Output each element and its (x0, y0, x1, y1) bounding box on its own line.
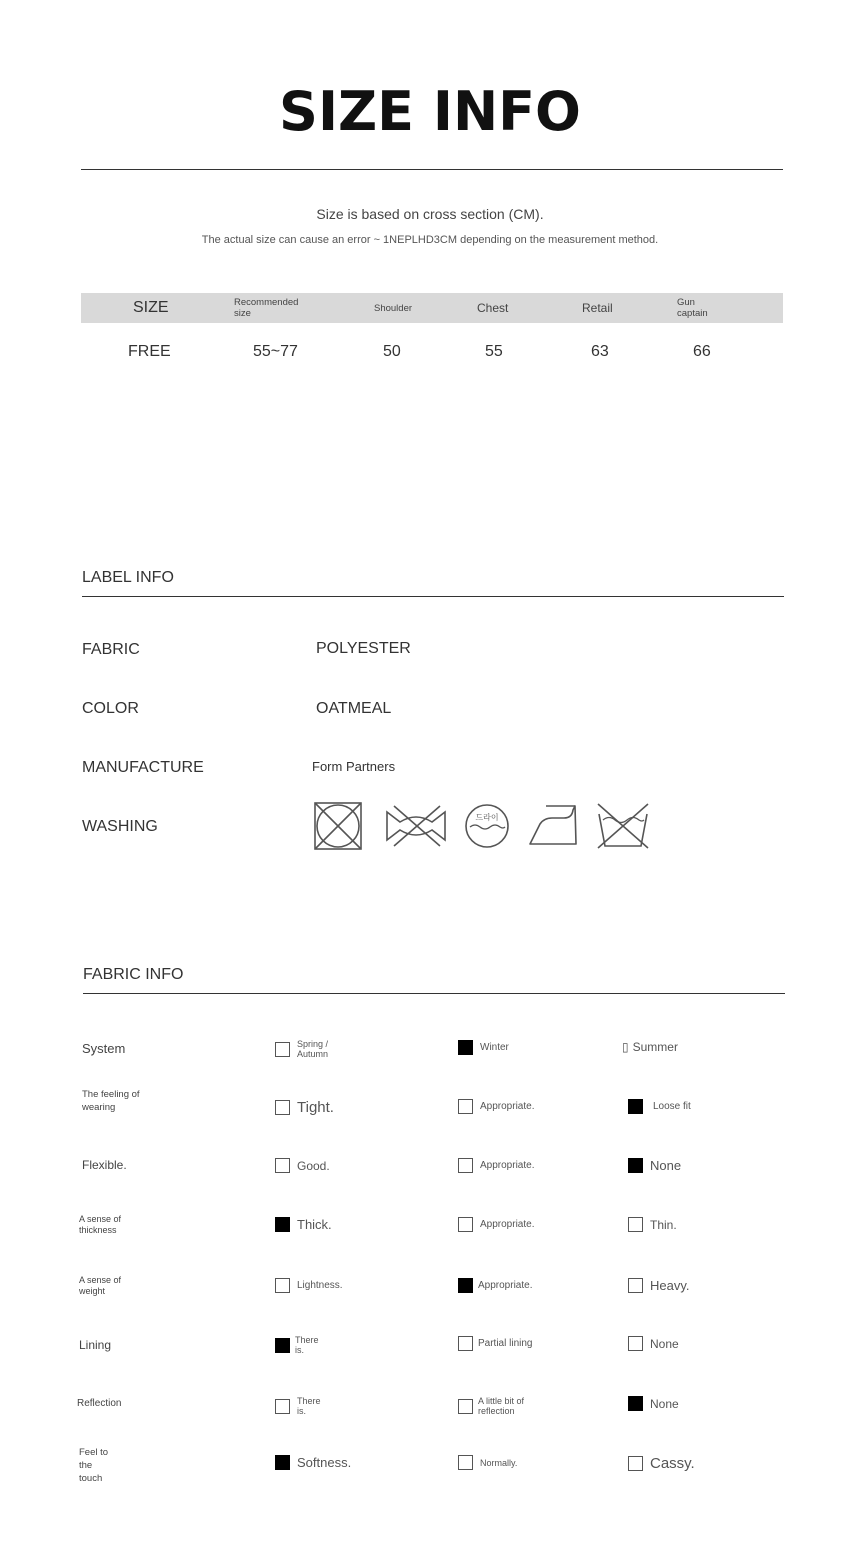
option-label: There is. (297, 1396, 321, 1416)
option-winter[interactable] (458, 1040, 509, 1055)
option-little-reflection[interactable] (458, 1396, 548, 1416)
header-chest: Chest (477, 301, 509, 315)
option-there-is[interactable] (275, 1396, 327, 1416)
header-shoulder: Shoulder (374, 302, 413, 314)
option-label: Thick. (297, 1217, 332, 1232)
header-size: SIZE (133, 299, 169, 316)
checkbox[interactable] (275, 1042, 290, 1057)
manufacture-value: Form Partners (312, 759, 396, 774)
dry-clean-icon (463, 800, 513, 852)
checkbox-checked[interactable] (628, 1158, 643, 1173)
checkbox-checked[interactable] (628, 1099, 643, 1114)
checkbox[interactable] (275, 1399, 290, 1414)
option-cassy[interactable] (628, 1455, 695, 1472)
checkbox[interactable] (275, 1100, 290, 1115)
label-info-title: LABEL INFO (82, 569, 174, 586)
option-appropriate[interactable] (458, 1099, 534, 1114)
checkbox[interactable] (628, 1336, 643, 1351)
header-gun-captain: Gun captain (677, 297, 708, 319)
option-label: Appropriate. (478, 1280, 533, 1291)
fabric-info-divider (83, 993, 785, 994)
option-heavy[interactable] (628, 1278, 690, 1293)
checkbox-checked[interactable] (275, 1217, 290, 1232)
size-note-main: Size is based on cross section (CM). (316, 206, 544, 222)
option-label: Cassy. (650, 1455, 695, 1472)
option-loose-fit[interactable] (628, 1099, 691, 1114)
option-softness[interactable] (275, 1455, 351, 1470)
option-label: Appropriate. (480, 1101, 535, 1112)
manufacture-key: MANUFACTURE (82, 759, 204, 776)
option-label: Summer (632, 1040, 678, 1054)
option-label: There is. (295, 1335, 319, 1355)
option-label: Lightness. (297, 1280, 343, 1291)
option-label: Appropriate. (480, 1219, 535, 1230)
cell-retail: 63 (591, 343, 609, 360)
option-thin[interactable] (628, 1217, 677, 1232)
checkbox[interactable] (458, 1399, 473, 1414)
label-info-divider (82, 596, 784, 597)
washing-key: WASHING (82, 818, 158, 835)
checkbox-checked[interactable] (275, 1338, 290, 1353)
checkbox-checked[interactable] (458, 1040, 473, 1055)
checkbox[interactable] (458, 1336, 473, 1351)
fabric-info-title: FABRIC INFO (83, 966, 184, 983)
row-label-feeling-of-wearing: The feeling of wearing (82, 1089, 140, 1113)
option-good[interactable] (275, 1158, 330, 1173)
option-label: Good. (297, 1158, 330, 1173)
no-wash-icon (594, 800, 652, 852)
row-label-lining: Lining (79, 1338, 112, 1352)
option-label: Appropriate. (480, 1160, 535, 1171)
row-label-weight: A sense of weight (79, 1275, 122, 1296)
size-info-title: SIZE INFO (279, 80, 581, 143)
checkbox[interactable] (458, 1158, 473, 1173)
checkbox[interactable] (628, 1217, 643, 1232)
option-there-is[interactable] (275, 1335, 325, 1355)
checkbox[interactable] (458, 1455, 473, 1470)
option-normally[interactable] (458, 1455, 540, 1470)
option-label: Softness. (297, 1455, 352, 1470)
option-label: None (650, 1336, 679, 1351)
option-tight[interactable] (275, 1099, 334, 1116)
row-label-system: System (82, 1041, 126, 1056)
option-label: Winter (480, 1042, 509, 1053)
header-retail: Retail (582, 301, 613, 315)
option-lightness[interactable] (275, 1278, 343, 1293)
color-value: OATMEAL (316, 700, 392, 717)
option-label: Thin. (650, 1217, 677, 1232)
title-divider (81, 169, 783, 170)
option-spring-autumn[interactable] (275, 1039, 337, 1059)
row-label-thickness: A sense of thickness (79, 1214, 122, 1235)
option-label: Spring / Autumn (297, 1039, 329, 1059)
fabric-value: POLYESTER (316, 640, 411, 657)
size-table-header (81, 293, 783, 323)
option-label: Normally. (480, 1457, 518, 1468)
checkbox-checked[interactable] (275, 1455, 290, 1470)
option-label: Partial lining (478, 1338, 533, 1349)
option-appropriate[interactable] (458, 1278, 532, 1293)
option-label: Loose fit (653, 1101, 691, 1112)
checkbox[interactable] (458, 1099, 473, 1114)
option-label: Heavy. (650, 1278, 690, 1293)
option-label: None (650, 1396, 679, 1411)
option-label: None (650, 1158, 682, 1173)
size-note-sub: The actual size can cause an error ~ 1NEPLHD3CM depending on the measurement method. (201, 234, 659, 246)
checkbox[interactable] (628, 1278, 643, 1293)
option-none[interactable] (628, 1396, 679, 1411)
checkbox[interactable] (275, 1278, 290, 1293)
option-appropriate[interactable] (458, 1158, 534, 1173)
row-label-reflection: Reflection (77, 1398, 122, 1409)
checkbox[interactable] (628, 1456, 643, 1471)
checkbox-checked[interactable] (628, 1396, 643, 1411)
cell-size: FREE (128, 343, 171, 360)
option-label: Tight. (297, 1099, 334, 1116)
checkbox-checked[interactable] (458, 1278, 473, 1293)
cell-gun-captain: 66 (693, 343, 711, 360)
option-label: A little bit of reflection (478, 1396, 525, 1416)
checkbox[interactable] (458, 1217, 473, 1232)
option-none[interactable] (628, 1336, 679, 1351)
dry-clean-text: 드라이 (475, 813, 499, 822)
color-key: COLOR (82, 700, 139, 717)
option-thick[interactable] (275, 1217, 332, 1232)
checkbox-placeholder-icon[interactable]: ▯ (622, 1040, 629, 1054)
no-wring-icon (384, 800, 448, 852)
row-label-flexible: Flexible. (82, 1158, 127, 1172)
header-recommended-size: Recommended size (234, 297, 299, 319)
option-summer[interactable] (622, 1040, 678, 1054)
cell-recommended-size: 55~77 (253, 343, 298, 360)
no-tumble-dry-icon (313, 800, 363, 852)
cell-chest: 55 (485, 343, 503, 360)
fabric-key: FABRIC (82, 641, 140, 658)
checkbox[interactable] (275, 1158, 290, 1173)
iron-icon (528, 800, 580, 852)
option-none[interactable] (628, 1158, 681, 1173)
cell-shoulder: 50 (383, 343, 401, 360)
option-partial-lining[interactable] (458, 1336, 532, 1351)
row-label-feel-to-touch: Feel to the touch (79, 1447, 109, 1484)
option-appropriate[interactable] (458, 1217, 534, 1232)
